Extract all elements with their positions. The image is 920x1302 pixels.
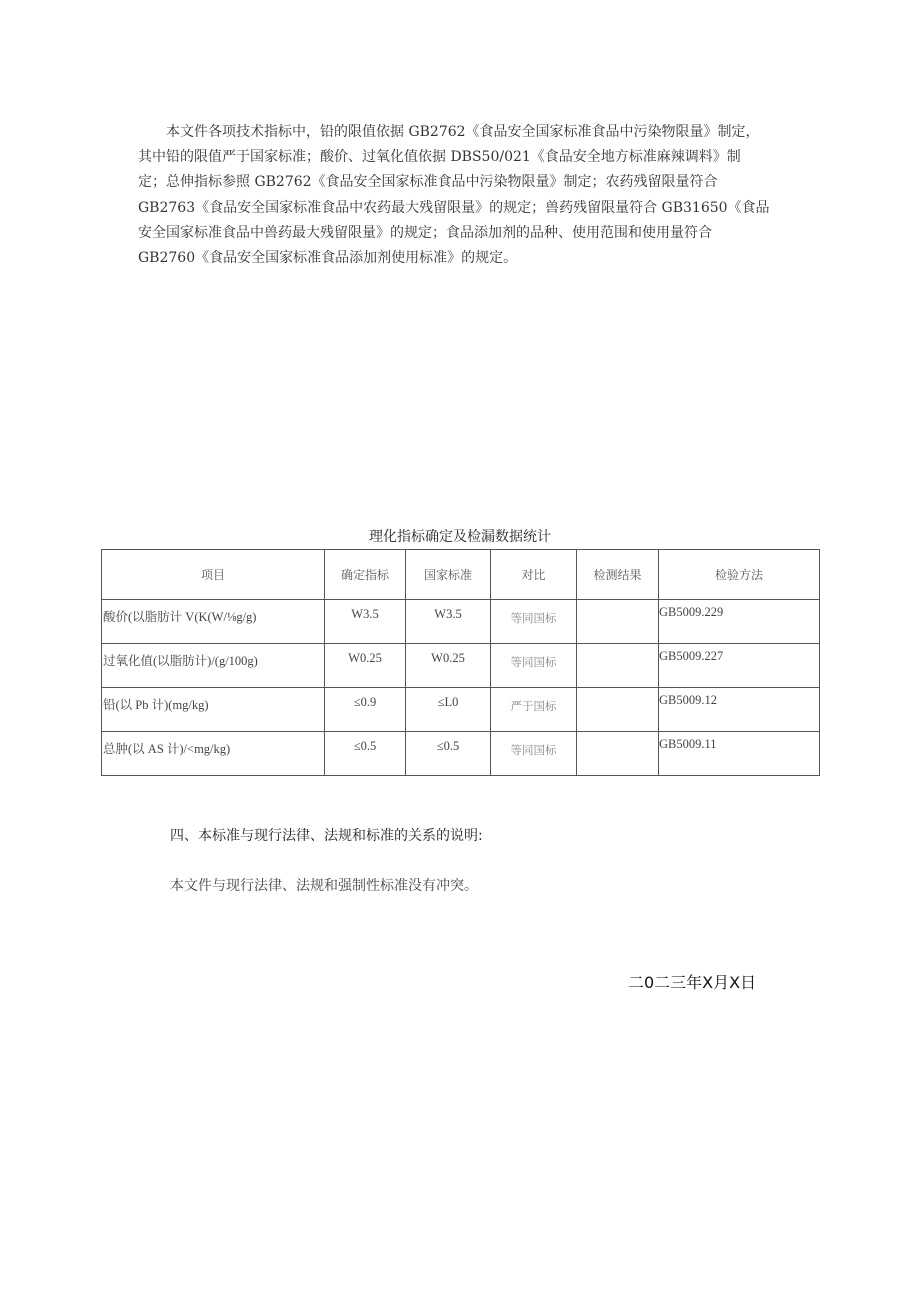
header-method: 检验方法: [659, 550, 820, 600]
table-row: [102, 644, 820, 688]
cell-target: W0.25: [348, 651, 382, 665]
section-heading: 四、本标准与现行法律、法规和标准的关系的说明:: [170, 828, 483, 844]
cell-result: [577, 600, 658, 607]
table-row: [102, 732, 820, 776]
intro-line: GB2760《食品安全国家标准食品添加剂使用标准》的规定。: [138, 250, 518, 267]
cell-result: [577, 644, 658, 651]
header-item: 项目: [102, 550, 325, 600]
cell-compare: 等同国标: [510, 657, 557, 669]
header-national: 国家标准: [406, 550, 491, 600]
intro-paragraph: [138, 120, 820, 271]
cell-result: [577, 688, 658, 695]
table-header-row: [102, 550, 820, 600]
cell-national: W0.25: [431, 651, 465, 665]
document-date: 二0二三年X月X日: [628, 973, 757, 992]
cell-method: GB5009.227: [659, 649, 724, 663]
intro-line: 安全国家标准食品中兽药最大残留限量》的规定；食品添加剂的品种、使用范围和使用量符合: [138, 224, 712, 241]
cell-item: 总肿(以 AS 计)/<mg/kg): [103, 742, 231, 756]
cell-national: ≤L0: [437, 695, 459, 709]
cell-method: GB5009.12: [659, 693, 717, 707]
cell-compare: 等同国标: [510, 613, 557, 625]
cell-item: 酸价(以脂肪计 V(K(W/⅛g/g): [103, 610, 257, 624]
cell-method: GB5009.229: [659, 605, 724, 619]
cell-result: [577, 732, 658, 739]
cell-national: W3.5: [434, 607, 462, 621]
cell-compare: 严于国标: [510, 701, 557, 713]
cell-compare: 等同国标: [510, 745, 557, 757]
cell-item: 过氧化值(以脂肪计)/(g/100g): [103, 654, 258, 668]
cell-method: GB5009.11: [659, 737, 717, 751]
table-row: [102, 688, 820, 732]
table-title: 理化指标确定及检漏数据统计: [369, 529, 551, 545]
section-body: 本文件与现行法律、法规和强制性标准没有冲突。: [170, 878, 478, 894]
header-result: 检测结果: [577, 550, 659, 600]
header-compare: 对比: [491, 550, 577, 600]
cell-national: ≤0.5: [436, 739, 460, 753]
intro-line: 其中铅的限值严于国家标准；酸价、过氧化值依据 DBS50/021《食品安全地方标准麻辣调料》制: [138, 149, 741, 166]
intro-line: 定；总伸指标参照 GB2762《食品安全国家标准食品中污染物限量》制定；农药残留限量符合: [138, 174, 718, 191]
cell-target: W3.5: [351, 607, 379, 621]
indicators-table: [101, 549, 820, 776]
table-row: [102, 600, 820, 644]
cell-item: 铅(以 Pb 计)(mg/kg): [103, 698, 209, 712]
cell-target: ≤0.9: [353, 695, 377, 709]
intro-line: GB2763《食品安全国家标准食品中农药最大残留限量》的规定；兽药残留限量符合 GB31650《食品: [138, 199, 770, 216]
header-target: 确定指标: [325, 550, 406, 600]
intro-line: 本文件各项技术指标中，铅的限值依据 GB2762《食品安全国家标准食品中污染物限量》制定，: [138, 124, 760, 140]
cell-target: ≤0.5: [353, 739, 377, 753]
